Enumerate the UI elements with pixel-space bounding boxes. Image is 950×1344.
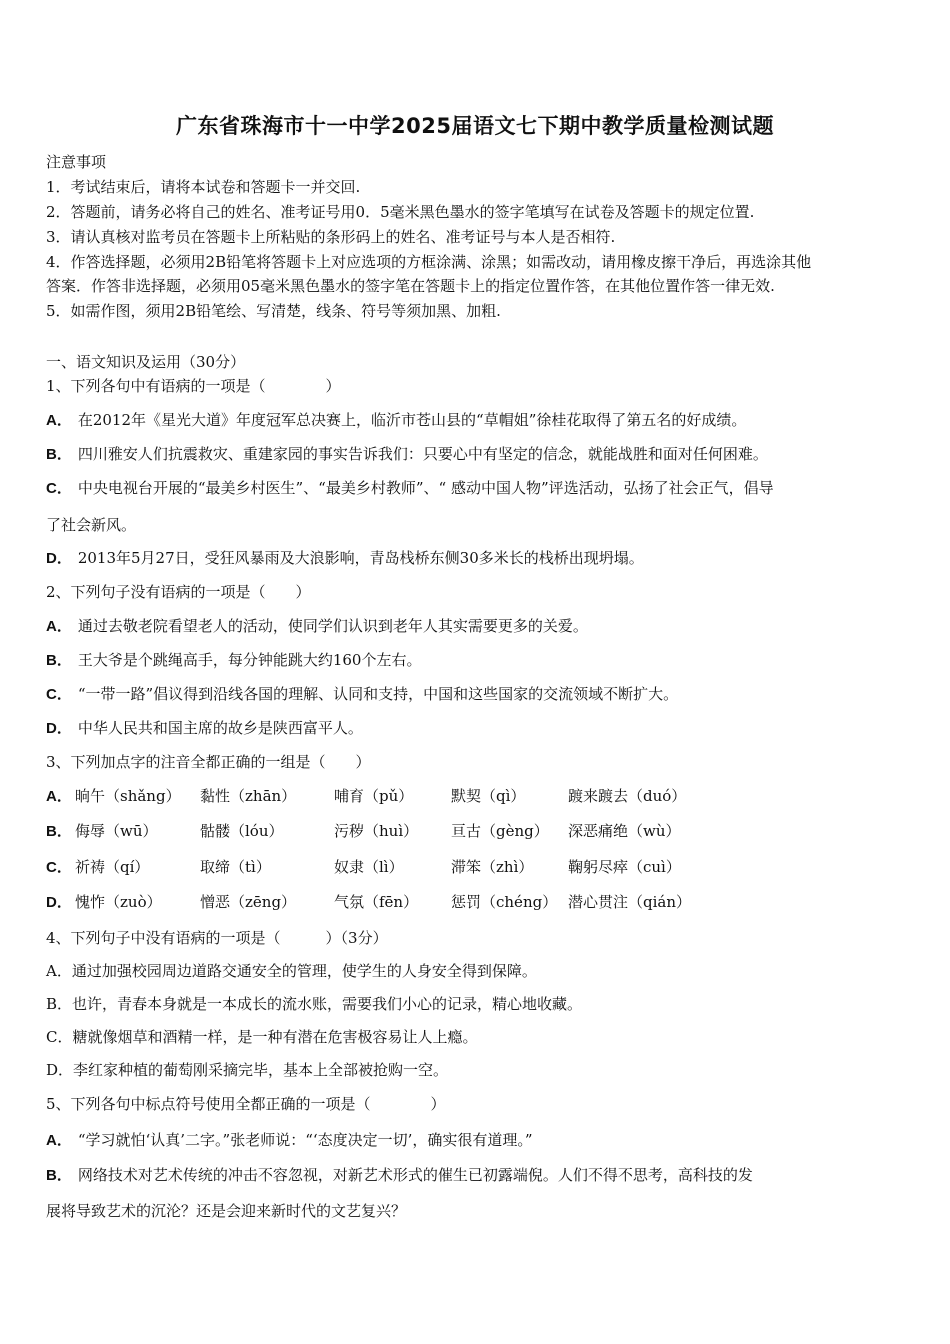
q3-row-c-item: 滞笨（zhì） <box>451 858 534 876</box>
page-title: 广东省珠海市十一中学2025届语文七下期中教学质量检测试题 <box>176 114 774 138</box>
q3-row-a-label: A． <box>46 788 72 805</box>
q5-option-b <box>46 1165 753 1186</box>
option-label: D． <box>46 720 72 737</box>
option-label: A． <box>46 1132 72 1149</box>
q1-option-b <box>46 444 768 465</box>
q2-option-d <box>46 718 363 739</box>
option-label: B． <box>46 1167 72 1184</box>
option-text: 通过去敬老院看望老人的活动，使同学们认识到老年人其实需要更多的关爱。 <box>77 617 588 635</box>
q3-row-d-item: 愧怍（zuò） <box>75 893 162 911</box>
q3-stem: 3、下列加点字的注音全都正确的一组是（ ） <box>46 753 371 771</box>
q1-stem: 1、下列各句中有语病的一项是（ ） <box>46 377 341 395</box>
q5-stem: 5、下列各句中标点符号使用全都正确的一项是（ ） <box>46 1095 446 1113</box>
q2-option-a <box>46 616 588 637</box>
q3-row-a-item: 默契（qì） <box>451 787 526 805</box>
q3-row-b-item: 侮辱（wū） <box>75 822 158 840</box>
option-label: D． <box>46 550 72 567</box>
option-label: C． <box>46 480 72 497</box>
option-text: 网络技术对艺术传统的冲击不容忽视，对新艺术形式的催生已初露端倪。人们不得不思考，高科技的发 <box>77 1166 753 1184</box>
option-label: A． <box>46 412 72 429</box>
notice-item-1: 1．考试结束后，请将本试卷和答题卡一并交回. <box>46 178 361 196</box>
q3-row-b-item: 深恶痛绝（wù） <box>568 822 681 840</box>
notice-item-2: 2．答题前，请务必将自己的姓名、准考证号用0．5毫米黑色墨水的签字笔填写在试卷及答题卡的规定位置. <box>46 203 755 221</box>
option-text: “一带一路”倡议得到沿线各国的理解、认同和支持，中国和这些国家的交流领域不断扩大。 <box>77 685 679 703</box>
q4-option-d: D．李红家种植的葡萄刚采摘完毕，基本上全部被抢购一空。 <box>46 1061 449 1079</box>
q3-row-a-item: 黏性（zhān） <box>200 787 297 805</box>
notice-item-4-cont: 答案．作答非选择题，必须用05毫米黑色墨水的签字笔在答题卡上的指定位置作答，在其他位置作答一律无效. <box>46 277 775 295</box>
q3-row-d-item: 气氛（fēn） <box>334 893 419 911</box>
q3-row-b-item: 亘古（gèng） <box>451 822 549 840</box>
q3-row-a-item: 哺育（pǔ） <box>334 787 414 805</box>
q3-row-c-item: 祈祷（qí） <box>75 858 150 876</box>
q5-option-b-cont: 展将导致艺术的沉沦？还是会迎来新时代的文艺复兴？ <box>46 1202 407 1220</box>
q3-row-c-item: 取缔（tì） <box>200 858 271 876</box>
option-text: 四川雅安人们抗震救灾、重建家园的事实告诉我们：只要心中有坚定的信念，就能战胜和面对任何困难。 <box>77 445 768 463</box>
option-label: B． <box>46 652 72 669</box>
q4-option-c: C．糖就像烟草和酒精一样，是一种有潜在危害极容易让人上瘾。 <box>46 1028 478 1046</box>
q5-option-a <box>46 1130 533 1151</box>
option-text: “学习就怕‘认真’二字。”张老师说：“‘态度决定一切’，确实很有道理。” <box>77 1131 533 1149</box>
q1-option-c-cont: 了社会新风。 <box>46 516 137 534</box>
q3-row-a-item: 晌午（shǎng） <box>75 787 181 805</box>
q3-row-d-label: D． <box>46 894 72 911</box>
q3-row-d-item: 惩罚（chéng） <box>451 893 558 911</box>
q4-option-a: A．通过加强校园周边道路交通安全的管理，使学生的人身安全得到保障。 <box>46 962 537 980</box>
notice-item-5: 5．如需作图，须用2B铅笔绘、写清楚，线条、符号等须加黑、加粗. <box>46 302 501 320</box>
q3-row-c-label: C． <box>46 859 72 876</box>
notice-item-3: 3．请认真核对监考员在答题卡上所粘贴的条形码上的姓名、准考证号与本人是否相符. <box>46 228 616 246</box>
option-text: 在2012年《星光大道》年度冠军总决赛上，临沂市苍山县的“草帽姐”徐桂花取得了第五名的好成绩。 <box>77 411 747 429</box>
q2-option-b <box>46 650 421 671</box>
q3-row-d-item: 潜心贯注（qián） <box>568 893 692 911</box>
notice-heading: 注意事项 <box>46 153 107 171</box>
q2-option-c <box>46 684 678 705</box>
q3-row-b-label: B． <box>46 823 72 840</box>
q2-stem: 2、下列句子没有语病的一项是（ ） <box>46 583 311 601</box>
q4-option-b: B．也许，青春本身就是一本成长的流水账，需要我们小心的记录，精心地收藏。 <box>46 995 583 1013</box>
option-label: C． <box>46 686 72 703</box>
q3-row-c-item: 鞠躬尽瘁（cuì） <box>568 858 681 876</box>
option-label: B． <box>46 446 72 463</box>
option-text: 2013年5月27日，受狂风暴雨及大浪影响，青岛栈桥东侧30多米长的栈桥出现坍塌。 <box>77 549 644 567</box>
option-text: 王大爷是个跳绳高手，每分钟能跳大约160个左右。 <box>77 651 422 669</box>
option-text: 中华人民共和国主席的故乡是陕西富平人。 <box>77 719 363 737</box>
q4-stem: 4、下列句子中没有语病的一项是（ ）（3分） <box>46 929 388 947</box>
section-heading: 一、语文知识及运用（30分） <box>46 353 246 371</box>
q1-option-c <box>46 478 774 499</box>
notice-item-4: 4．作答选择题，必须用2B铅笔将答题卡上对应选项的方框涂满、涂黑；如需改动，请用橡皮擦干净后，再选涂其他 <box>46 253 812 271</box>
q3-row-a-item: 踱来踱去（duó） <box>568 787 687 805</box>
q1-option-d <box>46 548 644 569</box>
q3-row-b-item: 污秽（huì） <box>334 822 419 840</box>
q1-option-a <box>46 410 746 431</box>
q3-row-b-item: 骷髅（lóu） <box>200 822 284 840</box>
option-text: 中央电视台开展的“最美乡村医生”、“最美乡村教师”、“ 感动中国人物”评选活动，弘扬了社会正气，倡导 <box>77 479 774 497</box>
option-label: A． <box>46 618 72 635</box>
q3-row-c-item: 奴隶（lì） <box>334 858 404 876</box>
q3-row-d-item: 憎恶（zēng） <box>200 893 297 911</box>
